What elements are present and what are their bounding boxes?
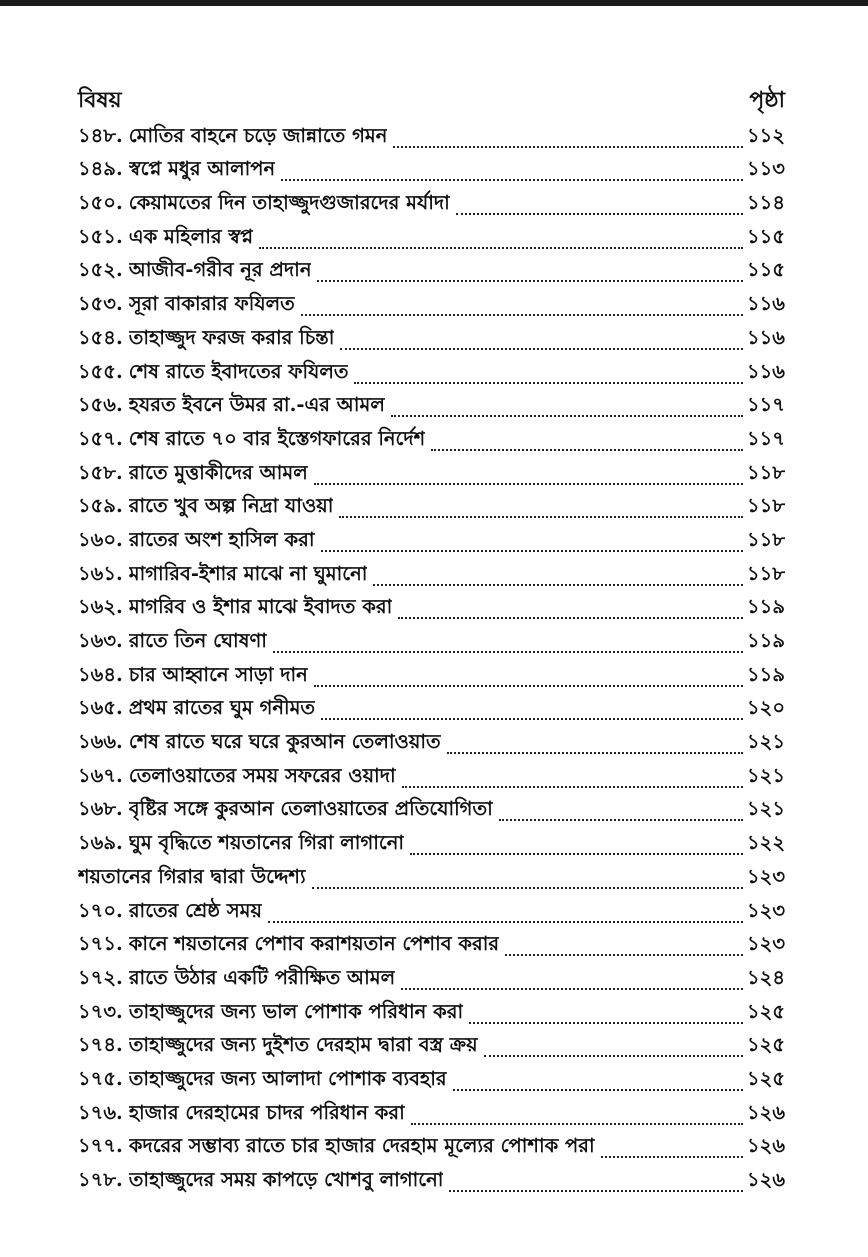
toc-entry-title: স্বপ্নে মধুর আলাপন <box>128 157 276 181</box>
toc-entry-number: ১৫৭. <box>78 426 123 450</box>
page-column-label: পৃষ্ঠা <box>749 87 785 113</box>
toc-entry <box>78 693 785 727</box>
toc-entry-title: রাতের অংশ হাসিল করা <box>128 527 315 551</box>
dot-leader <box>505 954 743 956</box>
toc-entry-number: ১৪৯. <box>78 157 123 181</box>
table-of-contents-page <box>78 84 785 1198</box>
dot-leader <box>321 718 743 720</box>
toc-entry-title: সূরা বাকারার ফযিলত <box>128 292 295 316</box>
dot-leader <box>402 786 743 788</box>
toc-entry <box>78 154 785 188</box>
toc-entry-page-number: ১২৩ <box>746 864 785 888</box>
toc-entry-number: ১৫৬. <box>78 393 123 417</box>
toc-entry-number: ১৭৪. <box>78 1033 123 1057</box>
toc-entry-number: ১৫৯. <box>78 494 123 518</box>
toc-entry-number: ১৫২. <box>78 258 123 282</box>
toc-entry <box>78 390 785 424</box>
toc-entry-page-number: ১২৫ <box>747 1033 785 1057</box>
toc-entry-page-number: ১২৫ <box>747 1066 785 1090</box>
toc-entry-title: কানে শয়তানের পেশাব করাশয়তান পেশাব করার <box>128 932 500 956</box>
toc-entry <box>78 187 785 221</box>
dot-leader <box>469 1022 743 1024</box>
toc-entry-page-number: ১১৮ <box>747 460 785 484</box>
toc-entry-title: মাগরিব ও ইশার মাঝে ইবাদত করা <box>128 595 393 619</box>
toc-entry-page-number: ১১৯ <box>747 662 785 686</box>
toc-entry <box>78 760 785 794</box>
toc-entry-page-number: ১২৬ <box>746 1168 785 1191</box>
dot-leader <box>268 921 743 923</box>
toc-entry-title: রাতের শ্রেষ্ঠ সময় <box>128 898 262 922</box>
toc-entry <box>78 1063 785 1097</box>
dot-leader <box>321 550 744 552</box>
dot-leader <box>312 887 743 889</box>
toc-entry-page-number: ১২৩ <box>746 898 785 922</box>
toc-entry-number: ১৬৭. <box>78 763 123 787</box>
dot-leader <box>314 685 743 687</box>
toc-entry-page-number: ১১৬ <box>747 325 785 349</box>
toc-entry-number: ১৫৫. <box>78 359 123 383</box>
toc-entry <box>78 524 785 558</box>
toc-entry-page-number: ১১৭ <box>747 393 785 417</box>
dot-leader <box>601 1156 743 1158</box>
toc-entry <box>78 491 785 525</box>
toc-entry-title: রাতে খুব অল্প নিদ্রা যাওয়া <box>128 494 334 518</box>
toc-entry <box>78 356 785 390</box>
toc-entry-page-number: ১১২ <box>747 123 785 147</box>
toc-entry <box>78 726 785 760</box>
toc-entry-number: ১৬০. <box>78 527 123 551</box>
toc-entry-title: আজীব-গরীব নূর প্রদান <box>128 258 312 282</box>
subject-column-label: বিষয় <box>78 87 122 113</box>
dot-leader <box>484 1055 743 1057</box>
toc-entry <box>78 1030 785 1064</box>
toc-entry-page-number: ১১৯ <box>747 629 785 652</box>
toc-entry-title: এক মহিলার স্বপ্ন <box>128 224 254 248</box>
dot-leader <box>314 483 743 485</box>
toc-entry <box>78 962 785 996</box>
toc-entry-number: ১৬৫. <box>78 696 123 720</box>
dot-leader <box>410 853 743 855</box>
toc-entry-page-number: ১২৪ <box>747 965 785 989</box>
toc-entry-title: হাজার দেরহামের চাদর পরিধান করা <box>128 1100 405 1124</box>
dot-leader <box>354 382 743 384</box>
toc-entry-title: তেলাওয়াতের সময় সফরের ওয়াদা <box>128 763 396 787</box>
toc-entry-title: কেয়ামতের দিন তাহাজ্জুদগুজারদের মর্যাদা <box>128 191 450 215</box>
toc-entry-title: তাহাজ্জুদের সময় কাপড়ে খোশবু লাগানো <box>128 1168 444 1191</box>
toc-entry-title: চার আহ্বানে সাড়া দান <box>128 662 308 686</box>
toc-entry <box>78 592 785 626</box>
toc-entry-number: ১৭৭. <box>78 1134 123 1158</box>
dot-leader <box>273 651 743 653</box>
toc-entry-title: রাতে উঠার একটি পরীক্ষিত আমল <box>128 965 396 989</box>
toc-entry-number: ১৪৮. <box>78 123 123 147</box>
toc-entry-page-number: ১১৯ <box>747 595 785 619</box>
toc-entry-list <box>78 120 785 1198</box>
toc-entry-page-number: ১২১ <box>747 763 785 787</box>
dot-leader <box>259 247 743 249</box>
toc-entry <box>78 120 785 154</box>
toc-entry-page-number: ১২৫ <box>747 999 785 1023</box>
toc-entry-title: রাতে মুত্তাকীদের আমল <box>128 460 308 484</box>
toc-entry-page-number: ১১৬ <box>747 359 785 383</box>
toc-entry-title: বৃষ্টির সঙ্গে কুরআন তেলাওয়াতের প্রতিযোগিতা <box>128 797 493 821</box>
toc-entry-page-number: ১১৮ <box>747 561 785 585</box>
toc-entry-title: তাহাজ্জুদ ফরজ করার চিন্তা <box>128 325 335 349</box>
toc-entry-title: তাহাজ্জুদের জন্য আলাদা পোশাক ব্যবহার <box>128 1066 447 1090</box>
toc-entry-number: ১৬৪. <box>78 662 123 686</box>
toc-entry-page-number: ১২২ <box>746 831 785 855</box>
toc-entry <box>78 625 785 659</box>
toc-entry <box>78 322 785 356</box>
toc-entry-title: প্রথম রাতের ঘুম গনীমত <box>128 696 316 720</box>
toc-entry <box>78 996 785 1030</box>
toc-entry-page-number: ১১৮ <box>747 527 785 551</box>
toc-entry-page-number: ১১৫ <box>747 224 785 248</box>
toc-entry-page-number: ১২৩ <box>746 932 785 956</box>
toc-entry-title: শেষ রাতে ৭০ বার ইস্তেগফারের নির্দেশ <box>128 426 426 450</box>
toc-entry-number: ১৭৮. <box>78 1168 123 1191</box>
toc-entry <box>78 221 785 255</box>
toc-entry-title: শেষ রাতে ঘরে ঘরে কুরআন তেলাওয়াত <box>128 730 441 754</box>
toc-entry-title: মোতির বাহনে চড়ে জান্নাতে গমন <box>128 123 388 147</box>
toc-entry-page-number: ১১৩ <box>747 157 785 181</box>
toc-entry-number: ১৬১. <box>78 561 123 585</box>
toc-entry-number: ১৬৮. <box>78 797 123 821</box>
dot-leader <box>411 1123 743 1125</box>
toc-entry-page-number: ১২৬ <box>746 1100 785 1124</box>
dot-leader <box>453 1089 743 1091</box>
toc-entry-number: ১৭৬. <box>78 1100 123 1124</box>
toc-entry <box>78 827 785 861</box>
dot-leader <box>339 516 743 518</box>
toc-header <box>78 84 785 120</box>
dot-leader <box>281 179 743 181</box>
toc-entry <box>78 288 785 322</box>
toc-entry <box>78 794 785 828</box>
toc-entry-title: কদরের সম্ভাব্য রাতে চার হাজার দেরহাম মূল্যের পোশাক পরা <box>128 1134 595 1158</box>
dot-leader <box>449 1190 743 1192</box>
toc-entry-number: ১৭০. <box>78 898 123 922</box>
toc-entry-title: হযরত ইবনে উমর রা.-এর আমল <box>128 393 385 417</box>
dot-leader <box>391 415 743 417</box>
toc-entry-number: ১৭২. <box>78 965 123 989</box>
toc-entry <box>78 861 785 895</box>
toc-entry-number: ১৫৩. <box>78 292 123 316</box>
toc-entry-number: ১৫০. <box>78 191 123 215</box>
toc-entry <box>78 255 785 289</box>
dot-leader <box>317 280 743 282</box>
toc-entry <box>78 1164 785 1198</box>
toc-entry-page-number: ১১৮ <box>747 494 785 518</box>
toc-entry <box>78 423 785 457</box>
dot-leader <box>393 146 743 148</box>
toc-entry-title: রাতে তিন ঘোষণা <box>128 629 267 652</box>
toc-entry-title: মাগারিব-ইশার মাঝে না ঘুমানো <box>128 561 368 585</box>
toc-entry <box>78 895 785 929</box>
top-border-rule <box>0 0 868 6</box>
toc-entry-number: ১৭১. <box>78 932 123 956</box>
toc-entry-number: ১৫৪. <box>78 325 123 349</box>
toc-entry <box>78 457 785 491</box>
toc-entry-page-number: ১২১ <box>747 730 785 754</box>
toc-entry <box>78 558 785 592</box>
dot-leader <box>431 449 743 451</box>
toc-entry-page-number: ১২১ <box>747 797 785 821</box>
toc-entry-page-number: ১১৫ <box>747 258 785 282</box>
toc-entry-page-number: ১১৪ <box>747 191 785 215</box>
toc-entry-page-number: ১২৬ <box>746 1134 785 1158</box>
dot-leader <box>401 988 743 990</box>
dot-leader <box>447 752 743 754</box>
toc-entry-number: ১৬৩. <box>78 629 123 652</box>
toc-entry <box>78 929 785 963</box>
toc-entry <box>78 1131 785 1165</box>
toc-entry-page-number: ১১৭ <box>747 426 785 450</box>
toc-entry <box>78 1097 785 1131</box>
toc-entry-title: তাহাজ্জুদের জন্য দুইশত দেরহাম দ্বারা বস্ত্র ক্রয় <box>128 1033 478 1057</box>
toc-entry <box>78 659 785 693</box>
toc-entry-title: শয়তানের গিরার দ্বারা উদ্দেশ্য <box>78 864 306 888</box>
toc-entry-number: ১৫১. <box>78 224 123 248</box>
toc-entry-page-number: ১১৬ <box>747 292 785 316</box>
dot-leader <box>456 213 743 215</box>
toc-entry-title: শেষ রাতে ইবাদতের ফযিলত <box>128 359 349 383</box>
toc-entry-number: ১৫৮. <box>78 460 123 484</box>
toc-entry-title: তাহাজ্জুদের জন্য ভাল পোশাক পরিধান করা <box>128 999 464 1023</box>
dot-leader <box>301 314 743 316</box>
toc-entry-title: ঘুম বৃদ্ধিতে শয়তানের গিরা লাগানো <box>128 831 405 855</box>
dot-leader <box>340 348 743 350</box>
dot-leader <box>373 584 743 586</box>
toc-entry-number: ১৬৬. <box>78 730 123 754</box>
dot-leader <box>398 617 743 619</box>
toc-entry-number: ১৭৩. <box>78 999 123 1023</box>
toc-entry-number: ১৬৯. <box>78 831 123 855</box>
toc-entry-page-number: ১২০ <box>746 696 785 720</box>
dot-leader <box>499 819 743 821</box>
toc-entry-number: ১৬২. <box>78 595 123 619</box>
toc-entry-number: ১৭৫. <box>78 1066 123 1090</box>
